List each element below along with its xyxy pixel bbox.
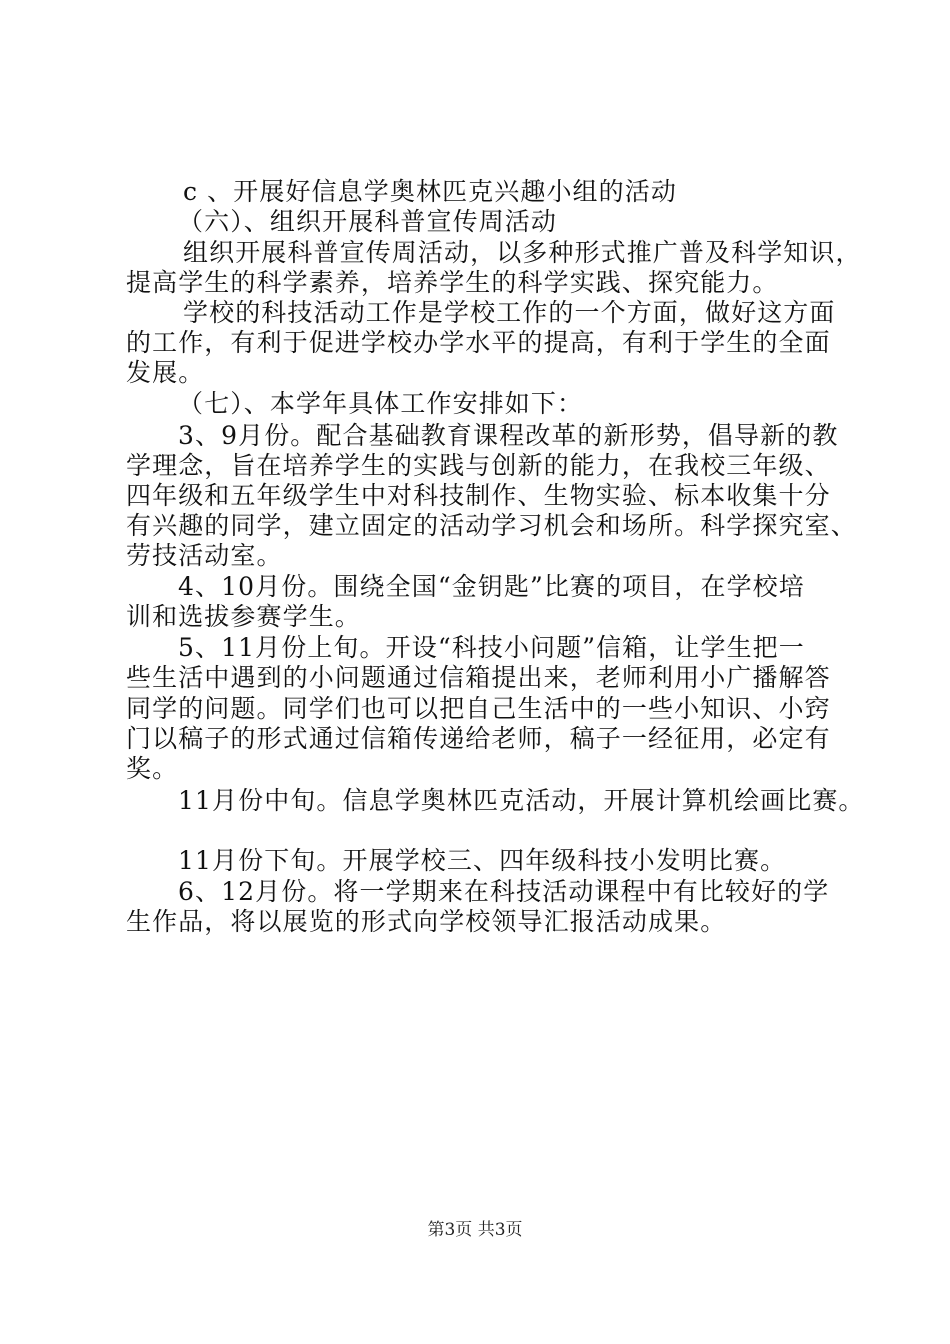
text-line: 提高学生的科学素养，培养学生的科学实践、探究能力。 — [126, 268, 779, 297]
text-line: c 、开展好信息学奥林匹克兴趣小组的活动 — [183, 177, 677, 206]
text-line: 生作品，将以展览的形式向学校领导汇报活动成果。 — [126, 907, 727, 936]
text-line: 11月份下旬。开展学校三、四年级科技小发明比赛。 — [178, 846, 787, 875]
text-line: 训和选拔参赛学生。 — [126, 602, 361, 631]
text-line: 有兴趣的同学，建立固定的活动学习机会和场所。科学探究室、 — [126, 511, 857, 540]
page-number-footer: 第3页 共3页 — [427, 1220, 523, 1240]
text-line: 学校的科技活动工作是学校工作的一个方面，做好这方面 — [183, 298, 836, 327]
text-line: 的工作，有利于促进学校办学水平的提高，有利于学生的全面 — [126, 328, 831, 357]
text-line: 发展。 — [126, 358, 205, 387]
text-line: 4、10月份。围绕全国“金钥匙”比赛的项目，在学校培 — [178, 572, 805, 601]
text-line: 3、9月份。配合基础教育课程改革的新形势，倡导新的教 — [178, 421, 839, 450]
text-line: 11月份中旬。信息学奥林匹克活动，开展计算机绘画比赛。 — [178, 786, 865, 815]
text-line: 6、12月份。将一学期来在科技活动课程中有比较好的学 — [178, 877, 830, 906]
text-line: 同学的问题。同学们也可以把自己生活中的一些小知识、小窍 — [126, 694, 831, 723]
text-line: 门以稿子的形式通过信箱传递给老师，稿子一经征用，必定有 — [126, 724, 831, 753]
section-heading: （六）、组织开展科普宣传周活动 — [178, 207, 558, 236]
text-line: 四年级和五年级学生中对科技制作、生物实验、标本收集十分 — [126, 481, 831, 510]
text-line: 5、11月份上旬。开设“科技小问题”信箱，让学生把一 — [178, 633, 805, 662]
section-heading: （七）、本学年具体工作安排如下： — [178, 389, 584, 418]
text-line: 奖。 — [126, 754, 179, 783]
text-line: 些生活中遇到的小问题通过信箱提出来，老师利用小广播解答 — [126, 663, 831, 692]
text-line: 劳技活动室。 — [126, 541, 283, 570]
text-line: 组织开展科普宣传周活动，以多种形式推广普及科学知识， — [183, 238, 862, 267]
text-line: 学理念，旨在培养学生的实践与创新的能力，在我校三年级、 — [126, 451, 831, 480]
